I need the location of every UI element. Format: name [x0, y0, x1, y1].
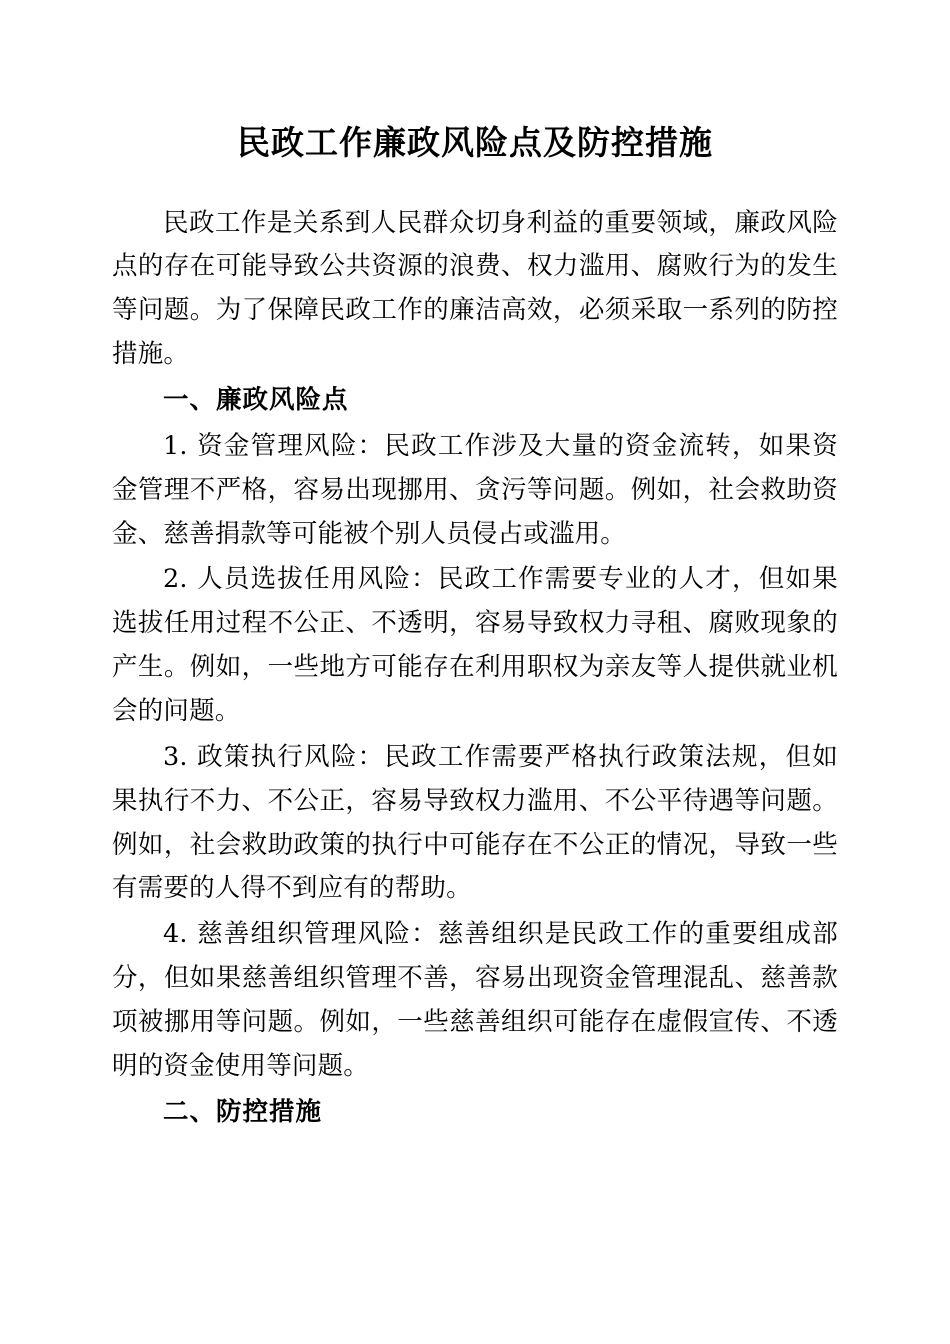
paragraph-risk-4: 4. 慈善组织管理风险：慈善组织是民政工作的重要组成部分，但如果慈善组织管理不善，容易出现资金管理混乱、慈善款项被挪用等问题。例如，一些慈善组织可能存在虚假宣传、不透明的资金使用等问题。 [112, 919, 838, 1081]
section-heading-1: 一、廉政风险点 [163, 384, 349, 415]
paragraph-intro: 民政工作是关系到人民群众切身利益的重要领域，廉政风险点的存在可能导致公共资源的浪费、权力滥用、腐败行为的发生等问题。为了保障民政工作的廉洁高效，必须采取一系列的防控措施。 [112, 207, 838, 370]
section-heading-2: 二、防控措施 [163, 1096, 323, 1127]
page-title: 民政工作廉政风险点及防控措施 [237, 123, 713, 162]
paragraph-risk-3: 3. 政策执行风险：民政工作需要严格执行政策法规，但如果执行不力、不公正，容易导致权力滥用、不公平待遇等问题。例如，社会救助政策的执行中可能存在不公正的情况，导致一些有需要的人得不到应有的帮助。 [112, 741, 838, 904]
paragraph-risk-1: 1. 资金管理风险：民政工作涉及大量的资金流转，如果资金管理不严格，容易出现挪用、贪污等问题。例如，社会救助资金、慈善捐款等可能被个别人员侵占或滥用。 [112, 430, 838, 549]
paragraph-risk-2: 2. 人员选拔任用风险：民政工作需要专业的人才，但如果选拔任用过程不公正、不透明，容易导致权力寻租、腐败现象的产生。例如，一些地方可能存在利用职权为亲友等人提供就业机会的问题。 [112, 564, 838, 726]
